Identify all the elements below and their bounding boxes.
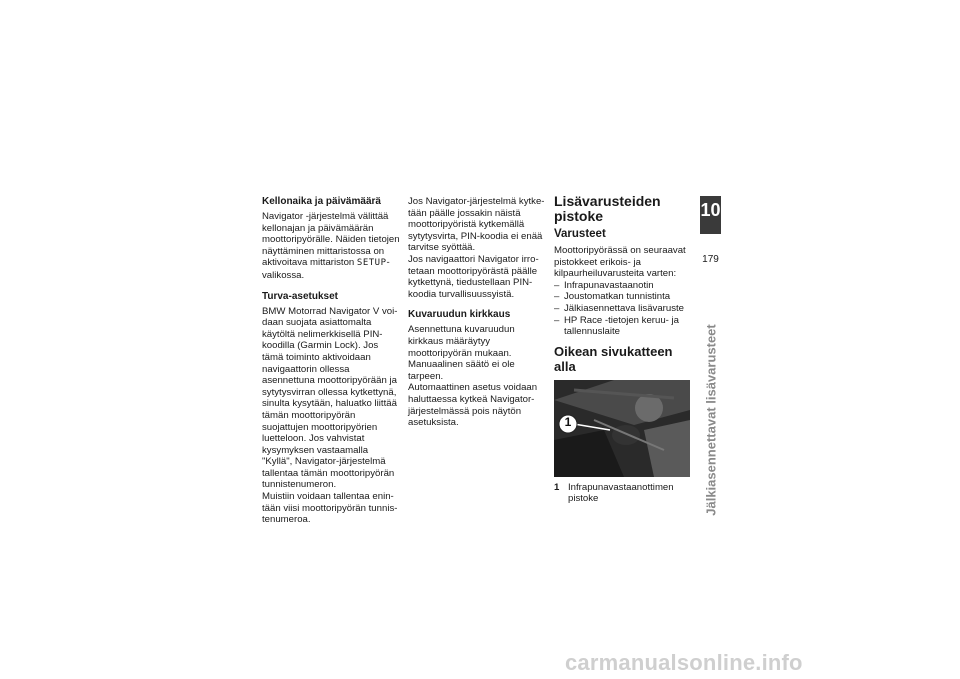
- column-2: [408, 196, 546, 429]
- paragraph-equipment: Moottoripyörässä on seuraavat pistokkeet erikois- ja kilpaurheiluvarusteita varten:: [554, 245, 686, 280]
- socket-photo: [554, 380, 690, 477]
- paragraph-security-1: BMW Motorrad Navigator V voidaan suojata asiattomalta käytöltä nelimerkkisellä PIN-koodilla (Garmin Lock). Jos tämä toiminto aktivoidaan navigaattorin ollessa asennettuna moottoripyörään ja sytytysvirran ollessa kytkettynä, sinulta kysytään, haluatko liittää tämän moottoripyörän suojattujen moottoripyörien luetteloon. Jos vahvistat kysymyksen vastaamalla "Kyllä", Navigator-järjestelmä tallentaa tämän moottoripyörän tunnistenumeron.: [262, 305, 398, 491]
- heading-security: Turva-asetukset: [262, 290, 338, 302]
- list-item: – Infrapunavastaanotin: [554, 280, 692, 292]
- paragraph-brightness-1: Asennettuna kuvaruudun kirkkaus määräytyy moottoripyörän mukaan. Manuaalinen säätö ei ole tarpeen.: [408, 324, 515, 382]
- paragraph-pin-1: Jos Navigator-järjestelmä kytketään päälle jossakin näistä moottoripyöristä kytkemällä sytytysvirta, PIN-koodia ei enää tarvitse syöttää.: [408, 196, 545, 254]
- heading-accessory-socket: Lisävarusteiden pistoke: [554, 193, 661, 224]
- clock-text-post: -valikossa.: [262, 257, 390, 281]
- paragraph-security-2: Muistiin voidaan tallentaa enintään viisi moottoripyörän tunnistenumeroa.: [262, 491, 398, 526]
- caption-number: 1: [554, 481, 560, 493]
- list-item: – HP Race -tietojen keruu- ja tallennuslaite: [554, 315, 692, 338]
- paragraph-brightness-2: Automaattinen asetus voidaan haluttaessa kytkeä Navigator-järjestelmässä pois näytön asetuksista.: [408, 382, 538, 429]
- column-1: [262, 196, 400, 526]
- paragraph-clock: [262, 211, 400, 282]
- equipment-list: [554, 280, 692, 338]
- heading-clock: Kellonaika ja päivämäärä: [262, 196, 381, 207]
- photo-caption: [554, 482, 692, 505]
- photo-callout-label: 1: [564, 414, 572, 429]
- list-item: – Joustomatkan tunnistinta: [554, 291, 692, 303]
- watermark: carmanualsonline.info: [565, 650, 803, 675]
- chapter-number: 10: [700, 200, 721, 220]
- photo-illustration: [554, 380, 690, 477]
- heading-brightness: Kuvaruudun kirkkaus: [408, 309, 511, 321]
- chapter-side-title: Jälkiasennettavat lisävarusteet: [703, 324, 719, 516]
- page-number: 179: [702, 254, 719, 265]
- caption-text: Infrapunavastaanottimen pistoke: [568, 481, 674, 505]
- chapter-marker: [700, 196, 721, 234]
- list-item: – Jälkiasennettava lisävaruste: [554, 303, 692, 315]
- heading-right-cover: Oikean sivukatteen alla: [554, 343, 673, 374]
- column-3: [554, 193, 692, 505]
- setup-menu-label: SETUP: [356, 258, 387, 269]
- paragraph-pin-2: Jos navigaattori Navigator irrotetaan moottoripyörästä päälle kytkettynä, tiedustellaan PIN-koodia turvallisuussyistä.: [408, 253, 539, 300]
- heading-equipment: Varusteet: [554, 228, 606, 240]
- clock-text-pre: Navigator -järjestelmä välittää kellonajan ja päivämäärän moottoripyörälle. Näiden tietojen näyttäminen mittaristossa on aktivoitava mittariston: [262, 211, 400, 269]
